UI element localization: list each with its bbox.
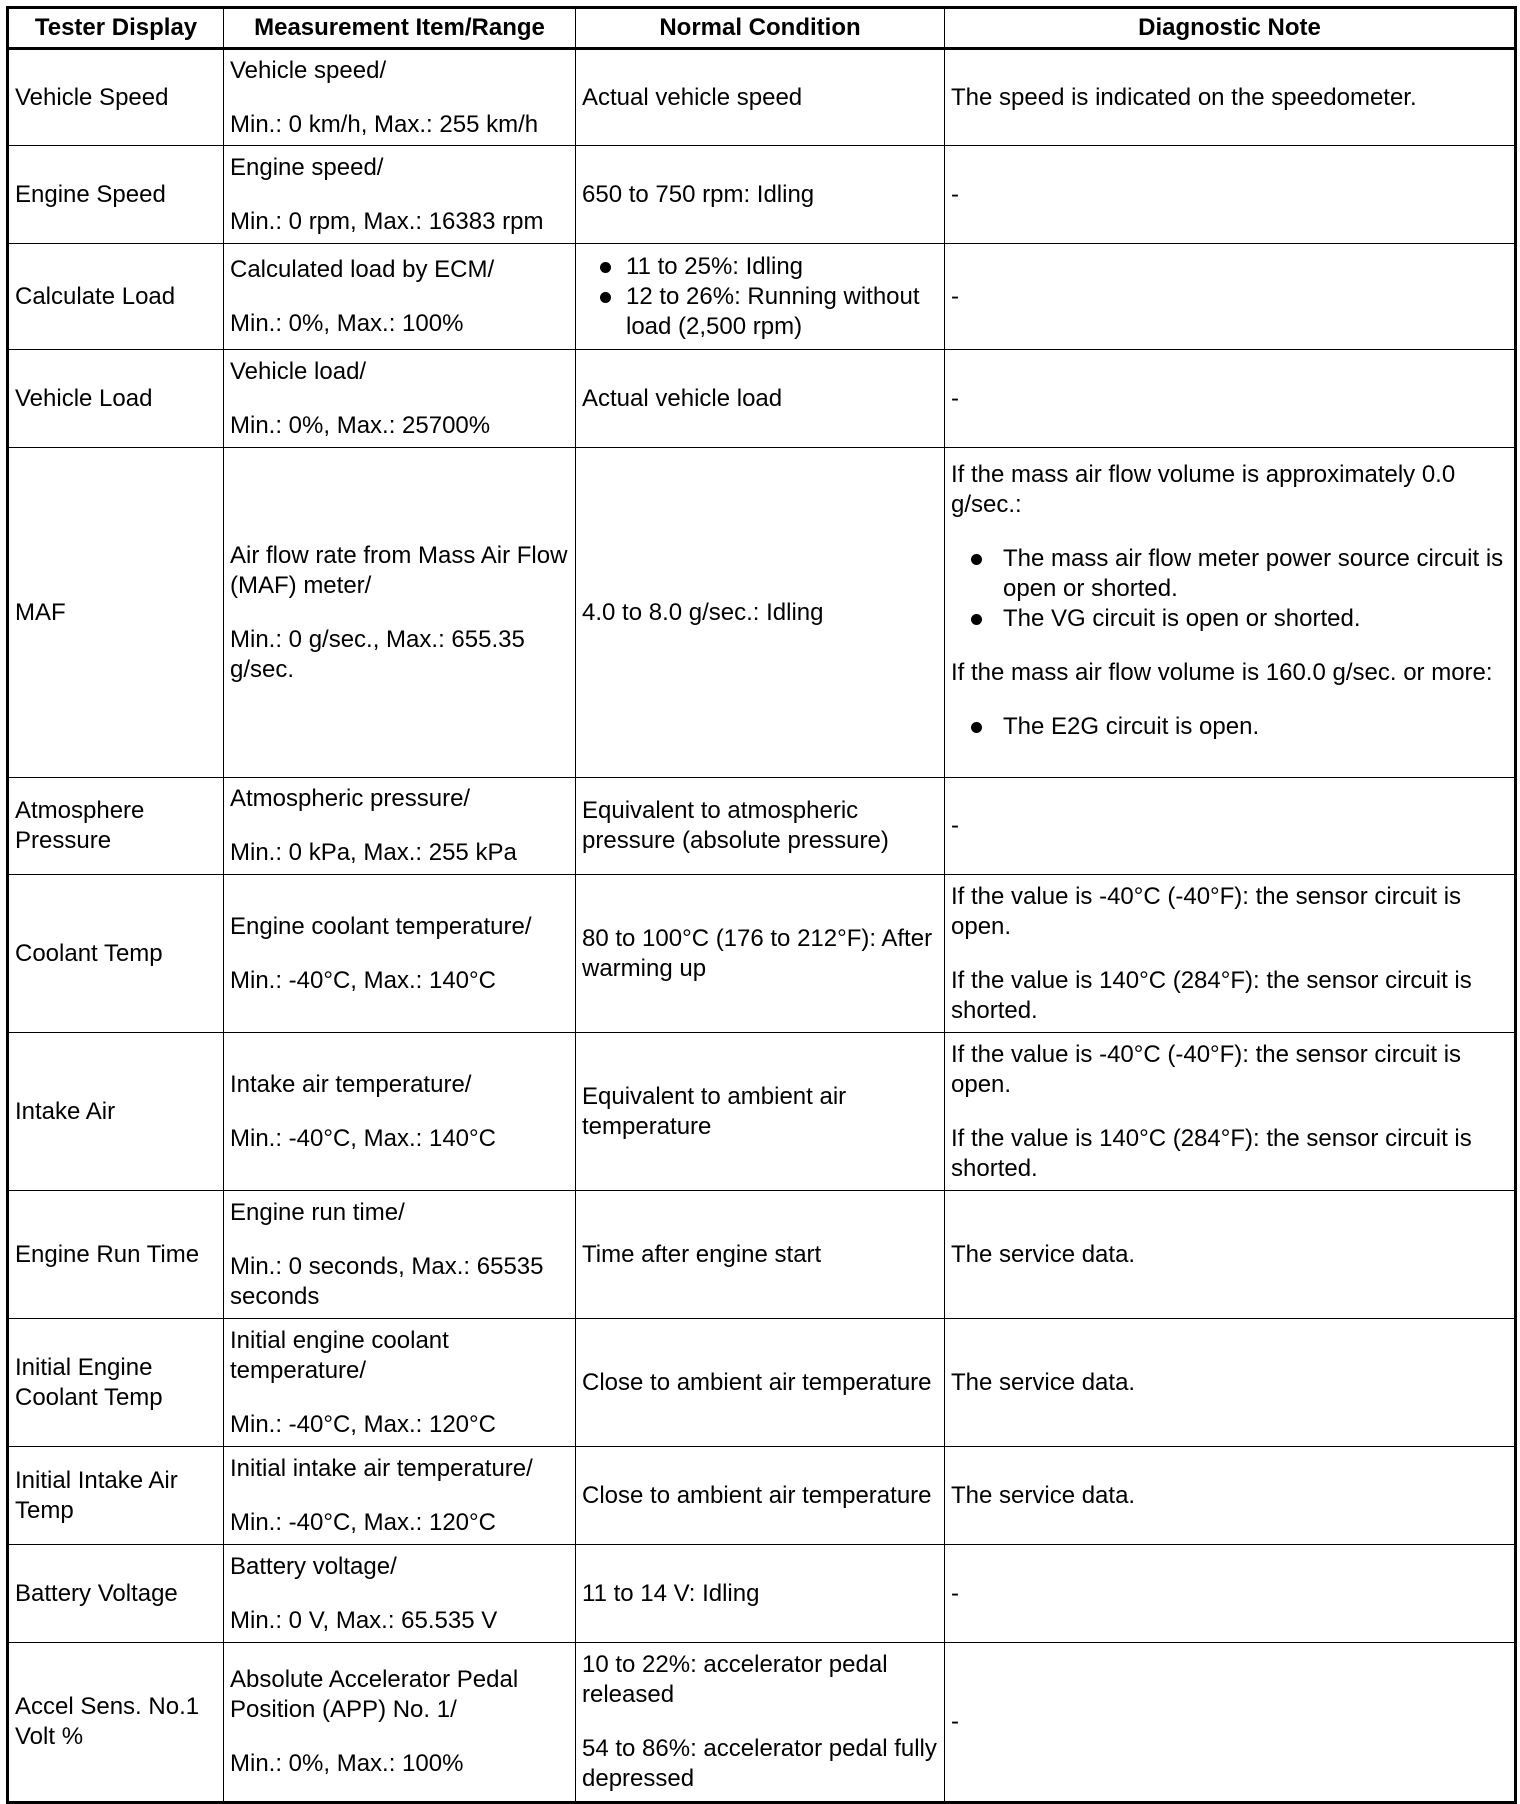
normal-condition-text: 650 to 750 rpm: Idling [582, 180, 815, 208]
header-normal-condition: Normal Condition [576, 8, 945, 49]
table-row [8, 1447, 1516, 1545]
measurement-item: Initial intake air temperature/ [230, 1454, 533, 1482]
table-row [8, 1319, 1516, 1447]
diagnostic-note-text: The service data. [951, 1368, 1136, 1396]
header-row [8, 8, 1516, 49]
normal-condition-cell [576, 244, 945, 350]
diagnostic-note-text: The service data. [951, 1240, 1136, 1268]
table-row [8, 350, 1516, 448]
normal-condition-text: 80 to 100°C (176 to 212°F): After warming up [582, 924, 933, 982]
table-row [8, 1191, 1516, 1319]
normal-condition-text: Equivalent to ambient air temperature [582, 1082, 847, 1140]
table-row [8, 49, 1516, 146]
tester-display-cell: Initial Intake Air Temp [8, 1447, 224, 1545]
header-diagnostic-note: Diagnostic Note [945, 8, 1516, 49]
diagnostic-note-text: If the value is 140°C (284°F): the sensor circuit is shorted. [951, 1124, 1472, 1182]
normal-condition-text: Actual vehicle load [582, 384, 783, 412]
data-list-document [6, 6, 1514, 1804]
diagnostic-note-cell [945, 875, 1516, 1033]
measurement-item: Absolute Accelerator Pedal Position (APP) No. 1/ [230, 1666, 519, 1723]
measurement-item-cell [224, 1643, 576, 1803]
diagnostic-note-cell [945, 49, 1516, 146]
tester-display-cell: Intake Air [8, 1033, 224, 1191]
normal-condition-text: 54 to 86%: accelerator pedal fully depressed [582, 1735, 937, 1792]
diagnostic-note-list [951, 544, 1508, 634]
diagnostic-note-list [951, 712, 1508, 742]
table-row [8, 1033, 1516, 1191]
header-measurement-item: Measurement Item/Range [224, 8, 576, 49]
table-row [8, 875, 1516, 1033]
table-row [8, 146, 1516, 244]
measurement-item-cell [224, 1545, 576, 1643]
tester-display-cell: Vehicle Load [8, 350, 224, 448]
bullet-item: 12 to 26%: Running without load (2,500 rpm) [582, 282, 938, 342]
diagnostic-note-text: - [951, 812, 959, 839]
measurement-item-cell [224, 1319, 576, 1447]
measurement-range: Min.: 0 km/h, Max.: 255 km/h [230, 110, 539, 138]
table-row [8, 778, 1516, 875]
measurement-range: Min.: -40°C, Max.: 140°C [230, 966, 496, 994]
measurement-item: Battery voltage/ [230, 1552, 397, 1580]
measurement-item: Air flow rate from Mass Air Flow (MAF) meter/ [230, 541, 568, 599]
diagnostic-note-text: The service data. [951, 1481, 1136, 1509]
normal-condition-cell [576, 146, 945, 244]
diagnostic-note-cell [945, 1447, 1516, 1545]
diagnostic-note-text: The speed is indicated on the speedometer. [951, 83, 1417, 111]
diagnostic-note-cell [945, 350, 1516, 448]
normal-condition-text: 10 to 22%: accelerator pedal released [582, 1651, 888, 1708]
measurement-item: Engine speed/ [230, 153, 384, 181]
table-row [8, 244, 1516, 350]
measurement-item-cell [224, 448, 576, 778]
normal-condition-text: Equivalent to atmospheric pressure (absolute pressure) [582, 797, 889, 854]
tester-display-cell: Vehicle Speed [8, 49, 224, 146]
diagnostic-note-cell [945, 1643, 1516, 1803]
diagnostic-note-cell [945, 146, 1516, 244]
diagnostic-note-text: If the mass air flow volume is 160.0 g/sec. or more: [951, 658, 1493, 686]
bullet-item: The mass air flow meter power source circuit is open or shorted. [951, 544, 1508, 604]
tester-display-cell: Engine Speed [8, 146, 224, 244]
tester-display-cell: Battery Voltage [8, 1545, 224, 1643]
bullet-item: The VG circuit is open or shorted. [951, 604, 1508, 634]
measurement-range: Min.: 0%, Max.: 25700% [230, 411, 491, 439]
measurement-item-cell [224, 244, 576, 350]
normal-condition-text: Time after engine start [582, 1240, 822, 1268]
normal-condition-text: Actual vehicle speed [582, 83, 803, 111]
measurement-range: Min.: 0 seconds, Max.: 65535 seconds [230, 1252, 544, 1310]
diagnostic-note-text: - [951, 1708, 959, 1735]
measurement-range: Min.: 0 kPa, Max.: 255 kPa [230, 839, 517, 866]
tester-display-cell: Coolant Temp [8, 875, 224, 1033]
measurement-item-cell [224, 49, 576, 146]
diagnostic-note-text: - [951, 384, 959, 412]
tester-display-cell: Initial Engine Coolant Temp [8, 1319, 224, 1447]
bullet-item: The E2G circuit is open. [951, 712, 1508, 742]
normal-condition-cell [576, 1191, 945, 1319]
normal-condition-text: 4.0 to 8.0 g/sec.: Idling [582, 598, 824, 626]
diagnostic-note-cell [945, 1319, 1516, 1447]
measurement-range: Min.: -40°C, Max.: 120°C [230, 1410, 496, 1438]
bullet-item: 11 to 25%: Idling [582, 252, 938, 282]
measurement-range: Min.: -40°C, Max.: 120°C [230, 1508, 496, 1536]
measurement-item-cell [224, 1447, 576, 1545]
normal-condition-list [582, 252, 938, 342]
table-row [8, 1643, 1516, 1803]
normal-condition-cell [576, 1319, 945, 1447]
tester-display-cell: Accel Sens. No.1 Volt % [8, 1643, 224, 1803]
measurement-item-cell [224, 875, 576, 1033]
measurement-range: Min.: 0%, Max.: 100% [230, 309, 464, 337]
diagnostic-note-cell [945, 1545, 1516, 1643]
normal-condition-cell [576, 778, 945, 875]
diagnostic-note-cell [945, 1033, 1516, 1191]
tester-display-cell: Calculate Load [8, 244, 224, 350]
diagnostic-note-text: If the value is -40°C (-40°F): the sensor circuit is open. [951, 882, 1462, 940]
tester-display-cell: Engine Run Time [8, 1191, 224, 1319]
normal-condition-cell [576, 448, 945, 778]
measurement-item: Engine coolant temperature/ [230, 912, 532, 940]
measurement-item: Initial engine coolant temperature/ [230, 1326, 449, 1384]
normal-condition-cell [576, 875, 945, 1033]
diagnostic-note-cell [945, 778, 1516, 875]
measurement-range: Min.: -40°C, Max.: 140°C [230, 1124, 496, 1152]
tester-display-cell: MAF [8, 448, 224, 778]
measurement-item-cell [224, 350, 576, 448]
measurement-range: Min.: 0 g/sec., Max.: 655.35 g/sec. [230, 625, 525, 683]
header-tester-display: Tester Display [8, 8, 224, 49]
diagnostic-note-text: - [951, 1579, 959, 1607]
table-row [8, 1545, 1516, 1643]
normal-condition-cell [576, 1545, 945, 1643]
diagnostic-note-text: - [951, 180, 959, 208]
diagnostic-note-text: If the value is 140°C (284°F): the sensor circuit is shorted. [951, 966, 1472, 1024]
normal-condition-text: Close to ambient air temperature [582, 1481, 932, 1509]
measurement-item: Intake air temperature/ [230, 1070, 472, 1098]
normal-condition-cell [576, 1643, 945, 1803]
table-row [8, 448, 1516, 778]
normal-condition-text: Close to ambient air temperature [582, 1368, 932, 1396]
measurement-item: Vehicle speed/ [230, 56, 387, 84]
data-list-table [6, 6, 1517, 1804]
measurement-range: Min.: 0 rpm, Max.: 16383 rpm [230, 207, 544, 235]
normal-condition-text: 11 to 14 V: Idling [582, 1579, 760, 1607]
measurement-item: Vehicle load/ [230, 357, 367, 385]
diagnostic-note-text: If the value is -40°C (-40°F): the sensor circuit is open. [951, 1040, 1462, 1098]
measurement-item-cell [224, 778, 576, 875]
measurement-item: Atmospheric pressure/ [230, 785, 471, 812]
measurement-range: Min.: 0%, Max.: 100% [230, 1750, 464, 1777]
diagnostic-note-cell [945, 448, 1516, 778]
measurement-item: Engine run time/ [230, 1198, 405, 1226]
measurement-item-cell [224, 1033, 576, 1191]
diagnostic-note-text: If the mass air flow volume is approximately 0.0 g/sec.: [951, 460, 1456, 518]
diagnostic-note-cell [945, 1191, 1516, 1319]
measurement-item-cell [224, 146, 576, 244]
normal-condition-cell [576, 1447, 945, 1545]
normal-condition-cell [576, 350, 945, 448]
measurement-item: Calculated load by ECM/ [230, 255, 495, 283]
measurement-range: Min.: 0 V, Max.: 65.535 V [230, 1606, 498, 1634]
diagnostic-note-text: - [951, 282, 959, 310]
diagnostic-note-cell [945, 244, 1516, 350]
normal-condition-cell [576, 49, 945, 146]
measurement-item-cell [224, 1191, 576, 1319]
tester-display-cell: Atmosphere Pressure [8, 778, 224, 875]
normal-condition-cell [576, 1033, 945, 1191]
